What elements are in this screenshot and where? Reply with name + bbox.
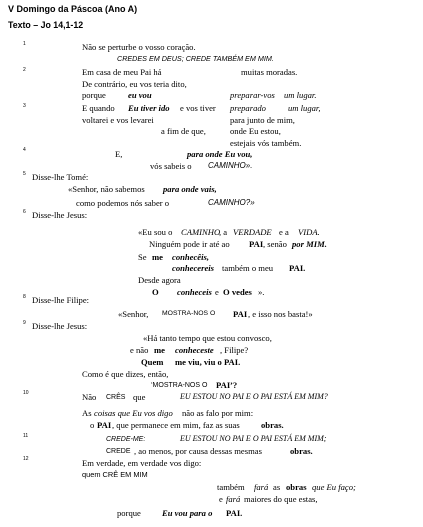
text-line: PAI — [233, 309, 248, 319]
text-line: , senão — [263, 239, 287, 249]
text-line: obras. — [290, 446, 313, 456]
text-line: PAI — [97, 420, 112, 430]
text-line: não as falo por mim: — [182, 408, 254, 418]
text-line: obras — [286, 482, 307, 492]
text-line: ». — [258, 287, 265, 297]
text-line: MOSTRA-NOS O — [162, 310, 216, 317]
text-line: e — [219, 494, 223, 504]
text-line: voltarei e vos levarei — [82, 115, 154, 125]
verse-number: 4 — [23, 147, 26, 153]
text-line: Disse-lhe Filipe: — [32, 295, 90, 305]
text-line: O vedes — [223, 287, 252, 297]
text-line: De contrário, eu vos teria dito, — [82, 79, 187, 89]
text-line: CREDE-ME: — [106, 436, 146, 443]
text-line: o — [90, 420, 95, 430]
text-line: Como é que dizes, então, — [82, 369, 169, 379]
text-reference: Texto – Jo 14,1-12 — [8, 20, 84, 30]
text-line: Desde agora — [138, 275, 181, 285]
text-line: por MIM. — [292, 239, 327, 249]
text-line: CAMINHO». — [208, 161, 253, 170]
text-line: CREDE — [106, 448, 131, 455]
text-line: para onde Eu vou, — [187, 149, 253, 159]
verse-number: 9 — [23, 320, 26, 326]
text-line: CRÊS — [106, 394, 126, 401]
text-line: um lugar. — [284, 90, 317, 100]
text-line: CAMINHO — [181, 227, 221, 237]
text-line: para junto de mim, — [230, 115, 295, 125]
text-line: para onde vais, — [163, 184, 217, 194]
text-line: preparar-vos — [230, 90, 275, 100]
text-line: , e isso nos basta!» — [248, 309, 313, 319]
text-line: «Há tanto tempo que estou convosco, — [143, 333, 272, 343]
text-line: ‘MOSTRA-NOS O — [151, 382, 208, 389]
verse-number: 1 — [23, 41, 26, 47]
text-line: como podemos nós saber o — [76, 198, 170, 208]
text-line: e não — [130, 345, 149, 355]
text-line: , a — [219, 227, 228, 237]
text-line: porque — [82, 90, 106, 100]
text-line: As — [82, 408, 92, 418]
text-line: O — [152, 287, 159, 297]
text-line: , Filipe? — [220, 345, 249, 355]
text-line: também o meu — [222, 263, 274, 273]
text-line: me viu, viu o PAI. — [175, 357, 241, 367]
text-line: e vos tiver — [180, 103, 216, 113]
text-line: que — [133, 392, 146, 402]
text-line: vós sabeis o — [150, 161, 192, 171]
text-line: VERDADE — [233, 227, 272, 237]
text-line: Ninguém pode ir até ao — [149, 239, 230, 249]
text-line: ’? — [230, 380, 238, 390]
verse-number: 12 — [23, 456, 29, 462]
text-line: conhecereis — [172, 263, 215, 273]
text-line: VIDA. — [298, 227, 320, 237]
text-line: E quando — [82, 103, 115, 113]
text-line: Não se perturbe o vosso coração. — [82, 42, 196, 52]
text-line: e — [215, 287, 219, 297]
text-line: me — [152, 252, 163, 262]
text-line: quem CRÊ EM MIM — [82, 470, 148, 479]
text-line: «Senhor, não sabemos — [68, 184, 145, 194]
text-line: EU ESTOU NO PAI E O PAI ESTÁ EM MIM; — [180, 434, 327, 443]
text-line: Se — [138, 252, 147, 262]
verse-number: 8 — [23, 294, 26, 300]
text-line: fará — [254, 482, 269, 492]
text-line: , que permanece em mim, faz as suas — [112, 420, 240, 430]
text-line: PAI — [249, 239, 264, 249]
text-line: também — [217, 482, 245, 492]
text-line: me — [154, 345, 165, 355]
text-line: «Senhor, — [118, 309, 149, 319]
text-line: maiores do que estas, — [244, 494, 318, 504]
text-line: conheceis — [177, 287, 212, 297]
text-line: Disse-lhe Tomé: — [32, 172, 89, 182]
text-line: eu vou — [128, 90, 152, 100]
text-line: um lugar, — [288, 103, 321, 113]
text-line: Eu vou para o — [162, 508, 213, 518]
text-line: estejais vós também. — [230, 138, 302, 148]
text-line: Disse-lhe Jesus: — [32, 210, 88, 220]
text-line: CAMINHO?» — [208, 198, 255, 207]
verse-number: 6 — [23, 209, 26, 215]
page-title: V Domingo da Páscoa (Ano A) — [8, 4, 138, 14]
text-line: obras. — [261, 420, 284, 430]
text-line: Eu tiver ido — [128, 103, 170, 113]
text-line: E, — [115, 149, 123, 159]
verse-number: 11 — [23, 433, 29, 439]
text-line: onde Eu estou, — [230, 126, 281, 136]
text-line: «Eu sou o — [138, 227, 173, 237]
verse-number: 10 — [23, 390, 29, 396]
text-line: PAI. — [226, 508, 243, 518]
text-line: coisas que Eu vos digo — [94, 408, 173, 418]
text-line: preparado — [230, 103, 266, 113]
verse-number: 5 — [23, 171, 26, 177]
text-line: PAI — [216, 380, 231, 390]
verse-number: 2 — [23, 67, 26, 73]
text-line: fará — [226, 494, 241, 504]
verse-number: 3 — [23, 103, 26, 109]
text-line: PAI. — [289, 263, 306, 273]
text-line: Disse-lhe Jesus: — [32, 321, 88, 331]
text-line: Não — [82, 392, 97, 402]
text-line: a fim de que, — [161, 126, 206, 136]
text-line: e a — [279, 227, 289, 237]
text-line: conheceste — [175, 345, 214, 355]
text-line: conhecêis, — [172, 252, 209, 262]
text-line: muitas moradas. — [241, 67, 298, 77]
text-line: porque — [117, 508, 141, 518]
text-line: EU ESTOU NO PAI E O PAI ESTÁ EM MIM? — [180, 392, 328, 401]
text-line: Quem — [141, 357, 164, 367]
text-line: , ao menos, por causa dessas mesmas — [134, 446, 262, 456]
text-line: Em verdade, em verdade vos digo: — [82, 458, 202, 468]
text-line: CREDES EM DEUS; CREDE TAMBÉM EM MIM. — [117, 54, 274, 63]
text-line: Em casa de meu Pai há — [82, 67, 162, 77]
text-line: as — [273, 482, 281, 492]
text-line: que Eu faço; — [312, 482, 356, 492]
